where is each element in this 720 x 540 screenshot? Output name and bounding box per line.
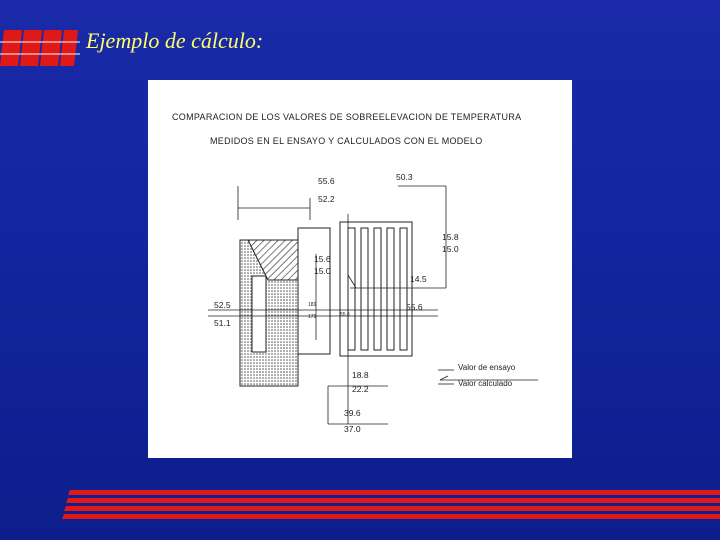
label-55-6-top: 55.6	[318, 176, 335, 186]
core-column	[298, 228, 330, 354]
label-18-8: 18.8	[352, 370, 369, 380]
label-55-6-mid: 55.6	[406, 302, 423, 312]
legend-measured: Valor de ensayo	[458, 363, 516, 372]
legend	[438, 363, 516, 388]
label-14-5: 14.5	[410, 274, 427, 284]
label-51-1: 51.1	[214, 318, 231, 328]
label-52-2-top: 52.2	[318, 194, 335, 204]
figure-panel	[148, 80, 572, 458]
winding-disks	[340, 222, 412, 356]
label-15-6-left: 15.6	[314, 254, 331, 264]
bottom-stripes	[62, 490, 720, 520]
left-slot	[252, 276, 266, 352]
small-label-a: 181	[308, 302, 317, 308]
label-50-3: 50.3	[396, 172, 413, 182]
small-label-c: 55.6	[340, 312, 350, 318]
figure-heading-1: COMPARACION DE LOS VALORES DE SOBREELEVACION DE TEMPERATURA	[172, 112, 522, 122]
thermal-diagram	[148, 80, 572, 458]
label-15-0-left: 15.0	[314, 266, 331, 276]
label-22-2: 22.2	[352, 384, 369, 394]
label-39-6: 39.6	[344, 408, 361, 418]
logo-bars	[0, 30, 80, 66]
slide-title: Ejemplo de cálculo:	[86, 28, 264, 53]
label-52-5: 52.5	[214, 300, 231, 310]
legend-calculated: Valor calculado	[458, 379, 513, 388]
label-37-0: 37.0	[344, 424, 361, 434]
small-label-b: 171	[308, 314, 317, 320]
label-15-0-right: 15.0	[442, 244, 459, 254]
figure-heading-2: MEDIDOS EN EL ENSAYO Y CALCULADOS CON EL MODELO	[210, 136, 483, 146]
label-15-8-right: 15.8	[442, 232, 459, 242]
